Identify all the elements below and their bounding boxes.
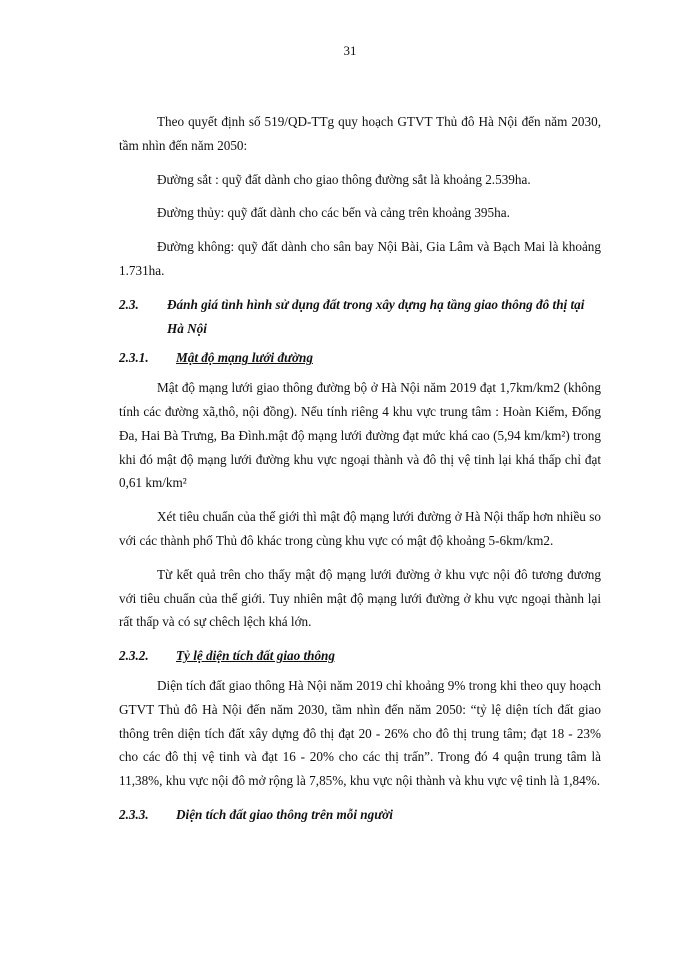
- subsection-number: 2.3.1.: [119, 350, 149, 366]
- subsection-heading-2-3-3: [119, 803, 601, 827]
- paragraph: Mật độ mạng lưới giao thông đường bộ ở Hà Nội năm 2019 đạt 1,7km/km2 (không tính các đường xã,thô, nội đồng). Nếu tính riêng 4 khu vực trung tâm : Hoàn Kiếm, Đống Đa, Hai Bà Trưng, Ba Đình.mật độ mạng lưới đường đạt mức khá cao (5,94 km/km²) trong khi đó mật độ mạng lưới đường khu vực ngoại thành và đô thị vệ tinh lại khá thấp chỉ đạt 0,61 km/km²: [119, 380, 601, 491]
- paragraph: Xét tiêu chuẩn của thế giới thì mật độ mạng lưới đường ở Hà Nội thấp hơn nhiều so với các thành phố Thủ đô khác trong cùng khu vực có mật độ khoảng 5-6km/km2.: [119, 509, 601, 548]
- paragraph: Diện tích đất giao thông Hà Nội năm 2019 chỉ khoảng 9% trong khi theo quy hoạch GTVT Thủ đô Hà Nội đến năm 2030, tầm nhìn đến năm 2050: “tỷ lệ diện tích đất giao thông trên diện tích đất xây dựng đô thị đạt 20 - 26% cho đô thị trung tâm; đạt 18 - 23% cho các đô thị vệ tinh và đạt 16 - 20% cho các thị trấn”. Trong đó 4 quận trung tâm là 11,38%, khu vực nội đô mở rộng là 7,85%, khu vực nội thành và khu vực vệ tinh là 1,84%.: [119, 677, 601, 789]
- subsection-title: Tỷ lệ diện tích đất giao thông: [176, 648, 335, 664]
- section-heading-2-3: [119, 293, 601, 341]
- section-title: Đánh giá tình hình sử dụng đất trong xây dựng hạ tầng giao thông đô thị tại Hà Nội: [167, 296, 585, 336]
- paragraph: Theo quyết định số 519/QD-TTg quy hoạch GTVT Thủ đô Hà Nội đến năm 2030, tầm nhìn đến năm 2050:: [119, 114, 601, 153]
- subsection-title: Diện tích đất giao thông trên mỗi người: [176, 806, 393, 822]
- paragraph: Đường không: quỹ đất dành cho sân bay Nội Bài, Gia Lâm và Bạch Mai là khoảng 1.731ha.: [119, 239, 601, 278]
- subsection-heading-2-3-2: [119, 644, 601, 668]
- subsection-number: 2.3.2.: [119, 648, 149, 664]
- subsection-title: Mật độ mạng lưới đường: [176, 350, 313, 366]
- paragraph: Đường sắt : quỹ đất dành cho giao thông đường sắt là khoảng 2.539ha.: [157, 171, 531, 187]
- paragraph: Đường thủy: quỹ đất dành cho các bến và cảng trên khoảng 395ha.: [157, 205, 510, 221]
- page-body: [119, 110, 601, 833]
- section-number: 2.3.: [119, 296, 139, 312]
- page-number: 31: [343, 43, 357, 58]
- paragraph: Từ kết quả trên cho thấy mật độ mạng lưới đường ở khu vực nội đô tương đương với tiêu chuẩn của thế giới. Tuy nhiên mật độ mạng lưới đường ở khu vực ngoại thành lại rất thấp và có sự chêch lệch khá lớn.: [119, 566, 601, 630]
- subsection-heading-2-3-1: [119, 346, 601, 370]
- subsection-number: 2.3.3.: [119, 806, 149, 822]
